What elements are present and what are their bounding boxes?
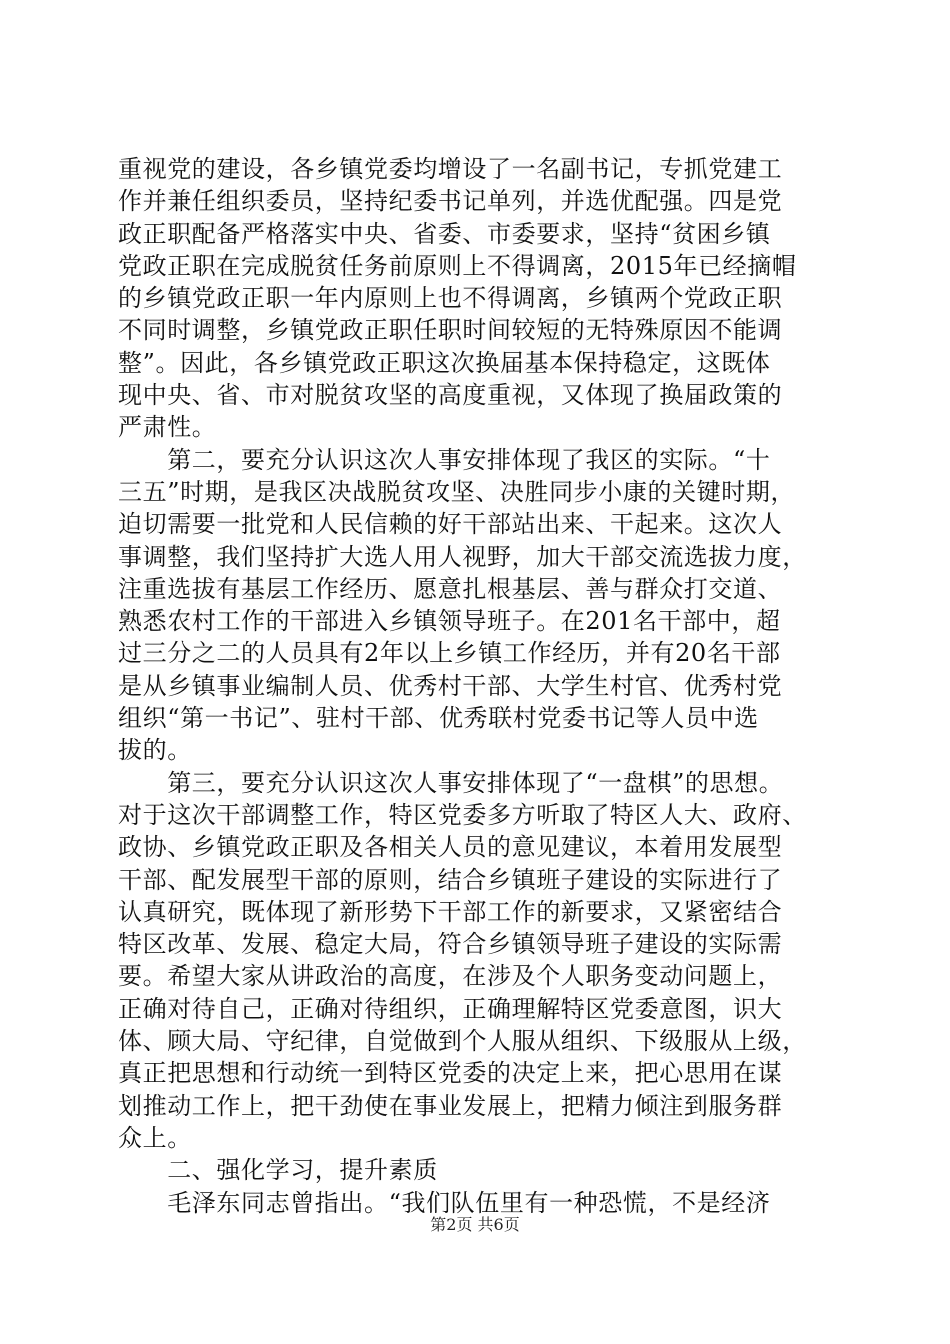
text-line: 第三，要充分认识这次人事安排体现了“一盘棋”的思想。 (118, 768, 784, 797)
text-line: 注重选拔有基层工作经历、愿意扎根基层、善与群众打交道、 (118, 574, 783, 603)
text-line: 是从乡镇事业编制人员、优秀村干部、大学生村官、优秀村党 (118, 671, 783, 700)
text-line: 严肃性。 (118, 413, 217, 442)
text-line: 不同时调整，乡镇党政正职任职时间较短的无特殊原因不能调 (118, 316, 783, 345)
text-line: 正确对待自己，正确对待组织，正确理解特区党委意图，识大 (118, 994, 783, 1023)
text-line: 三五”时期，是我区决战脱贫攻坚、决胜同步小康的关键时期， (118, 477, 796, 506)
text-line: 毛泽东同志曾指出。“我们队伍里有一种恐慌，不是经济 (118, 1188, 771, 1217)
text-line: 组织“第一书记”、驻村干部、优秀联村党委书记等人员中选 (118, 704, 759, 733)
text-line: 迫切需要一批党和人民信赖的好干部站出来、干起来。这次人 (118, 510, 783, 539)
section-heading: 二、强化学习，提升素质 (118, 1156, 438, 1185)
text-line: 的乡镇党政正职一年内原则上也不得调离，乡镇两个党政正职 (118, 284, 783, 313)
text-line: 干部、配发展型干部的原则，结合乡镇班子建设的实际进行了 (118, 865, 783, 894)
text-line: 体、顾大局、守纪律，自觉做到个人服从组织、下级服从上级， (118, 1027, 807, 1056)
text-line: 众上。 (118, 1123, 192, 1152)
page-number-footer: 第2页 共6页 (430, 1215, 520, 1234)
text-line: 事调整，我们坚持扩大选人用人视野，加大干部交流选拔力度， (118, 542, 807, 571)
text-line: 政正职配备严格落实中央、省委、市委要求，坚持“贫困乡镇 (118, 219, 771, 248)
text-line: 政协、乡镇党政正职及各相关人员的意见建议，本着用发展型 (118, 833, 783, 862)
text-line: 对于这次干部调整工作，特区党委多方听取了特区人大、政府、 (118, 800, 807, 829)
text-line: 熟悉农村工作的干部进入乡镇领导班子。在201名干部中，超 (118, 607, 781, 636)
text-line: 第二，要充分认识这次人事安排体现了我区的实际。“十 (118, 445, 771, 474)
text-line: 划推动工作上，把干劲使在事业发展上，把精力倾注到服务群 (118, 1091, 783, 1120)
text-line: 认真研究，既体现了新形势下干部工作的新要求，又紧密结合 (118, 897, 783, 926)
text-line: 整”。因此，各乡镇党政正职这次换届基本保持稳定，这既体 (118, 348, 771, 377)
document-body (118, 153, 838, 1219)
text-line: 真正把思想和行动统一到特区党委的决定上来，把心思用在谋 (118, 1059, 783, 1088)
text-line: 要。希望大家从讲政治的高度，在涉及个人职务变动问题上， (118, 962, 783, 991)
text-line: 作并兼任组织委员，坚持纪委书记单列，并选优配强。四是党 (118, 187, 783, 216)
text-line: 拔的。 (118, 736, 192, 765)
text-line: 过三分之二的人员具有2年以上乡镇工作经历，并有20名干部 (118, 639, 781, 668)
text-line: 党政正职在完成脱贫任务前原则上不得调离，2015年已经摘帽 (118, 251, 797, 280)
text-line: 重视党的建设，各乡镇党委均增设了一名副书记，专抓党建工 (118, 155, 783, 183)
text-line: 特区改革、发展、稳定大局，符合乡镇领导班子建设的实际需 (118, 930, 783, 959)
text-line: 现中央、省、市对脱贫攻坚的高度重视，又体现了换届政策的 (118, 381, 783, 410)
